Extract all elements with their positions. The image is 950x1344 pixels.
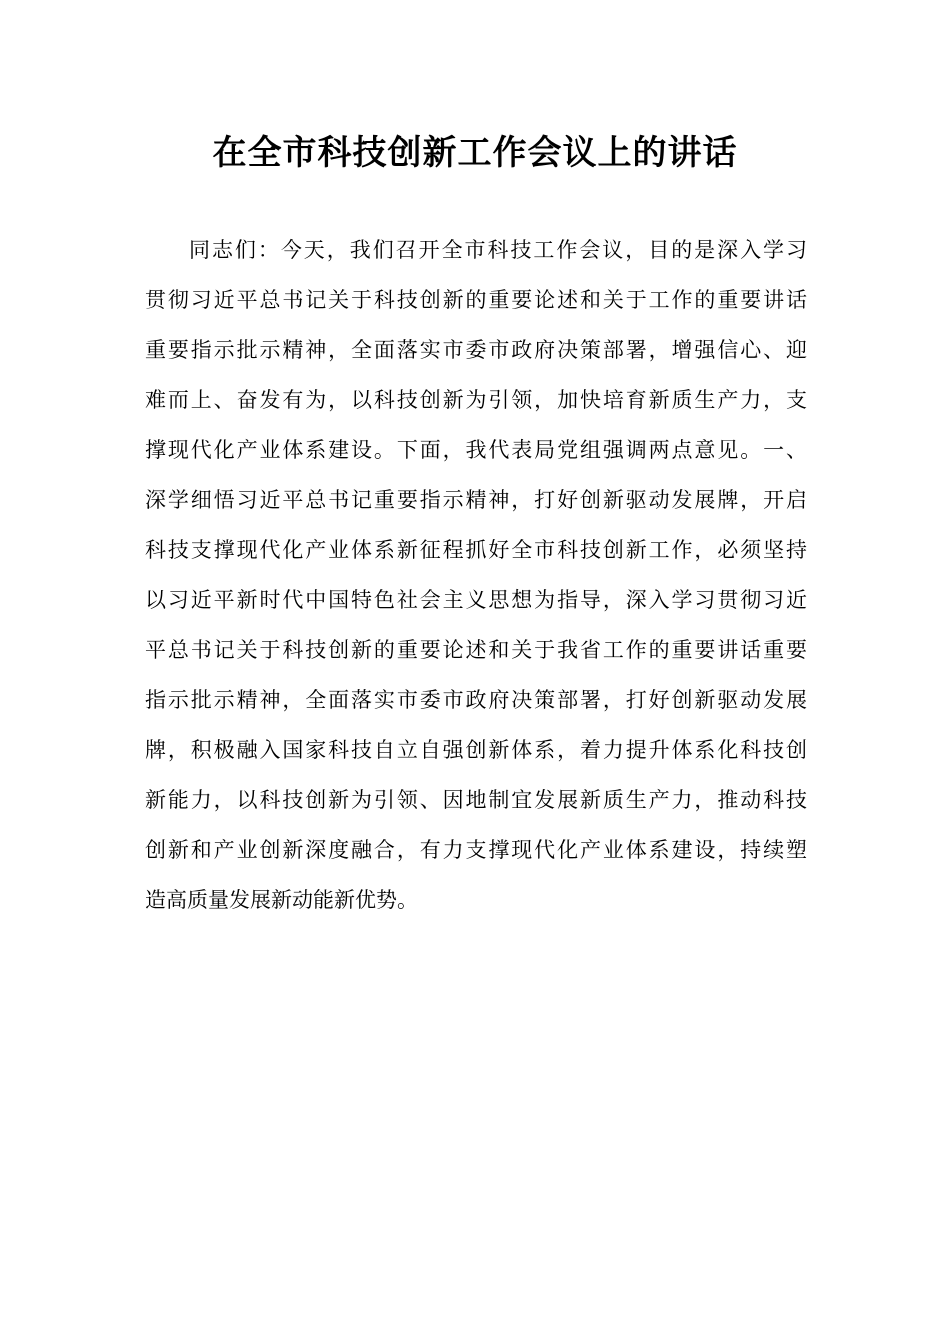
body-line: 创新和产业创新深度融合，有力支撑现代化产业体系建设，持续塑 <box>145 838 807 862</box>
body-line: 牌，积极融入国家科技自立自强创新体系，着力提升体系化科技创 <box>145 738 807 762</box>
body-line: 以习近平新时代中国特色社会主义思想为指导，深入学习贯彻习近 <box>145 588 807 612</box>
body-line: 撑现代化产业体系建设。下面，我代表局党组强调两点意见。一、 <box>145 438 807 462</box>
body-line: 重要指示批示精神，全面落实市委市政府决策部署，增强信心、迎 <box>145 338 807 362</box>
body-line: 新能力，以科技创新为引领、因地制宜发展新质生产力，推动科技 <box>145 788 807 812</box>
document-body <box>145 225 807 925</box>
body-line: 深学细悟习近平总书记重要指示精神，打好创新驱动发展牌，开启 <box>145 488 807 512</box>
body-line: 贯彻习近平总书记关于科技创新的重要论述和关于工作的重要讲话 <box>145 288 807 312</box>
document-title: 在全市科技创新工作会议上的讲话 <box>212 133 738 173</box>
body-line: 难而上、奋发有为，以科技创新为引领，加快培育新质生产力，支 <box>145 388 807 412</box>
body-line: 同志们：今天，我们召开全市科技工作会议，目的是深入学习 <box>189 238 807 262</box>
body-line: 平总书记关于科技创新的重要论述和关于我省工作的重要讲话重要 <box>145 638 807 662</box>
body-line: 科技支撑现代化产业体系新征程抓好全市科技创新工作，必须坚持 <box>145 538 807 562</box>
body-line: 指示批示精神，全面落实市委市政府决策部署，打好创新驱动发展 <box>145 688 807 712</box>
body-line: 造高质量发展新动能新优势。 <box>145 888 418 912</box>
